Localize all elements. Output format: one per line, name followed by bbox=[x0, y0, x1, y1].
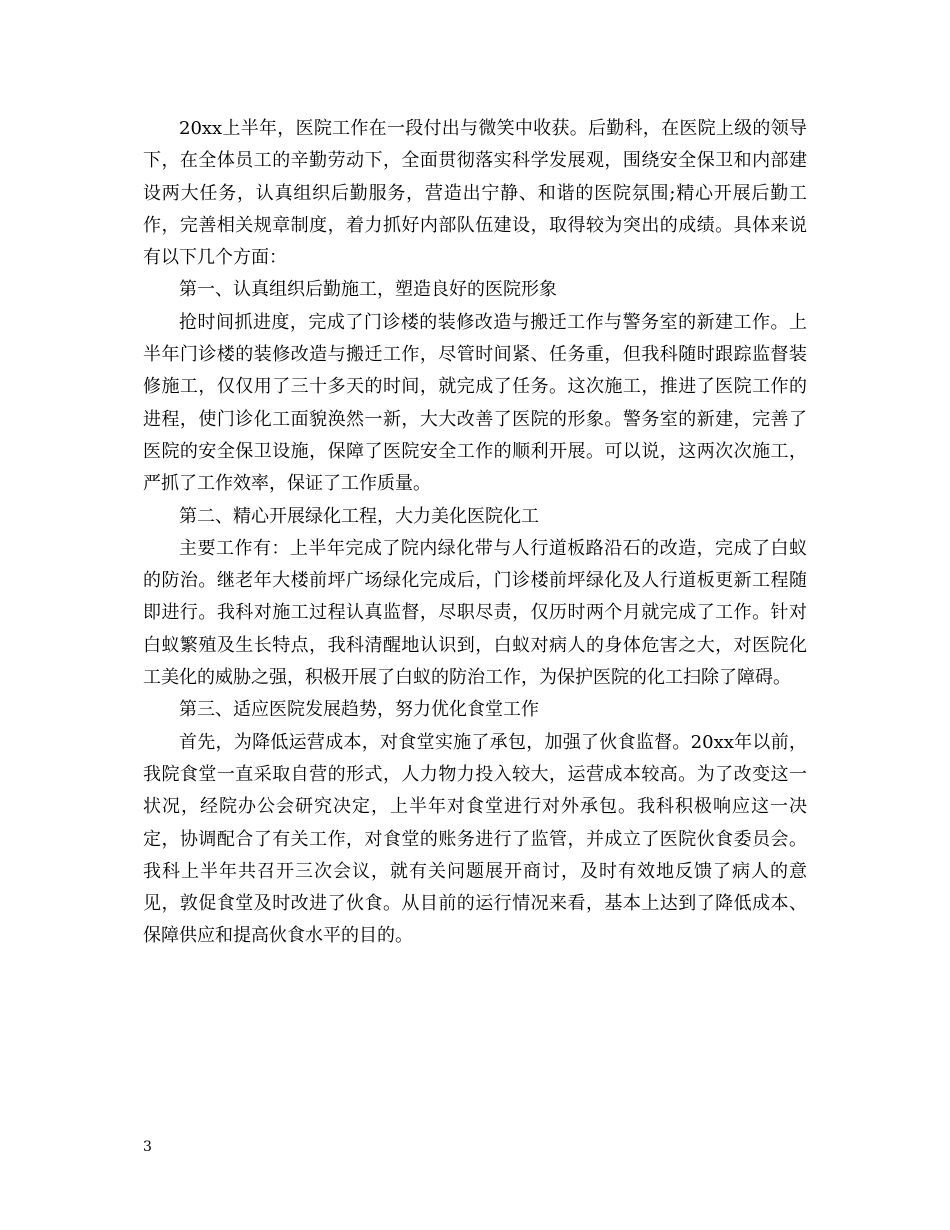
section-heading-2: 第二、精心开展绿化工程，大力美化医院化工 bbox=[179, 505, 539, 527]
section-1-paragraph: 抢时间抓进度，完成了门诊楼的装修改造与搬迁工作与警务室的新建工作。上半年门诊楼的装修改造与搬迁工作，尽管时间紧、任务重，但我科随时跟踪监督装修施工，仅仅用了三十多天的时间，就完成了任务。这次施工，推进了医院工作的进程，使门诊化工面貌涣然一新，大大改善了医院的形象。警务室的新建，完善了医院的安全保卫设施，保障了医院安全工作的顺利开展。可以说，这两次次施工，严抓了工作效率，保证了工作质量。 bbox=[143, 311, 807, 495]
page-number: 3 bbox=[143, 1139, 152, 1155]
section-3-paragraph: 首先，为降低运营成本，对食堂实施了承包，加强了伙食监督。20xx年以前，我院食堂一直采取自营的形式，人力物力投入较大，运营成本较高。为了改变这一状况，经院办公会研究决定，上半年对食堂进行对外承包。我科积极响应这一决定，协调配合了有关工作，对食堂的账务进行了监管，并成立了医院伙食委员会。我科上半年共召开三次会议，就有关问题展开商讨，及时有效地反馈了病人的意见，敦促食堂及时改进了伙食。从目前的运行情况来看，基本上达到了降低成本、保障供应和提高伙食水平的目的。 bbox=[143, 731, 807, 947]
section-heading-1: 第一、认真组织后勤施工，塑造良好的医院形象 bbox=[179, 279, 557, 301]
section-2-paragraph: 主要工作有：上半年完成了院内绿化带与人行道板路沿石的改造，完成了白蚁的防治。继老年大楼前坪广场绿化完成后，门诊楼前坪绿化及人行道板更新工程随即进行。我科对施工过程认真监督，尽职尽责，仅历时两个月就完成了工作。针对白蚁繁殖及生长特点，我科清醒地认识到，白蚁对病人的身体危害之大，对医院化工美化的威胁之强，积极开展了白蚁的防治工作，为保护医院的化工扫除了障碍。 bbox=[143, 537, 807, 689]
intro-paragraph: 20xx上半年，医院工作在一段付出与微笑中收获。后勤科，在医院上级的领导下，在全体员工的辛勤劳动下，全面贯彻落实科学发展观，围绕安全保卫和内部建设两大任务，认真组织后勤服务，营造出宁静、和谐的医院氛围;精心开展后勤工作，完善相关规章制度，着力抓好内部队伍建设，取得较为突出的成绩。具体来说有以下几个方面： bbox=[143, 118, 807, 269]
section-heading-3: 第三、适应医院发展趋势，努力优化食堂工作 bbox=[179, 699, 539, 721]
